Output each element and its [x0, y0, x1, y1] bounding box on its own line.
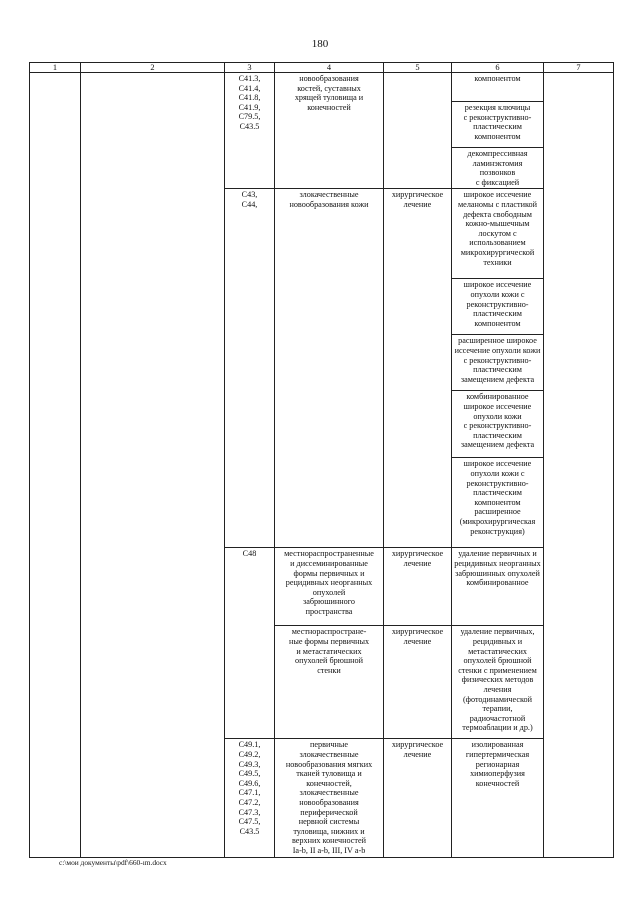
text-line: компонентом [474, 497, 521, 507]
method [452, 73, 544, 102]
text-line: новообразования [299, 74, 359, 83]
text-line: комбинированное [466, 578, 529, 588]
text-line: хирургическое [391, 190, 444, 200]
method [452, 739, 544, 858]
text-line: тканей туловища и [296, 769, 362, 779]
text-line: химиоперфузия [470, 769, 525, 779]
text-line: пластическим [473, 430, 522, 440]
method [452, 626, 544, 739]
text-line: компонентом [474, 74, 521, 83]
method [452, 335, 544, 391]
text-line: C41.8, [238, 93, 261, 103]
text-line: замещением дефекта [460, 374, 535, 384]
diagnosis [275, 73, 384, 189]
text-line: декомпрессивная [467, 149, 528, 158]
text-line: комбинированное [466, 392, 529, 402]
text-line: C43.5 [239, 826, 260, 836]
col1-cell [30, 73, 81, 858]
text-line: широкое иссечение [463, 401, 532, 411]
text-line: удаление первичных и [458, 549, 537, 559]
text-line: пластическим [473, 365, 522, 375]
footer-file-path: c:\мои документы\pdf\660-ım.docx [59, 858, 167, 867]
col-header-7: 7 [544, 63, 614, 73]
text-line: пространства [305, 606, 353, 616]
text-line: костей, суставных [297, 83, 361, 93]
text-line: широкое иссечение [463, 190, 532, 200]
icd-codes [225, 73, 275, 189]
method [452, 548, 544, 626]
method [452, 458, 544, 548]
text-line: реконструктивно- [466, 478, 529, 488]
method [452, 189, 544, 279]
col-header-2: 2 [81, 63, 225, 73]
text-line: периферической [300, 807, 358, 817]
diagnosis [275, 548, 384, 626]
col7-cell [544, 73, 614, 858]
treatment-type [384, 548, 452, 626]
text-line: забрюшинных опухолей [455, 568, 540, 578]
text-line: верхних конечностей [291, 836, 367, 846]
text-line: местнораспространенные [284, 549, 374, 559]
text-line: пластическим [473, 488, 522, 498]
text-line: C49.3, [238, 759, 261, 769]
text-line: хрящей туловища и [294, 93, 364, 103]
text-line: с реконструктивно- [463, 355, 532, 365]
icd-codes [225, 189, 275, 548]
text-line: (фотодинамической [462, 694, 533, 704]
text-line: меланомы с пластикой [458, 199, 537, 209]
text-line: лечение [403, 199, 432, 209]
text-line: (микрохирургическая [459, 516, 536, 526]
text-line: опухоли кожи [473, 411, 522, 421]
text-line: конечностей [475, 778, 520, 788]
col-header-3: 3 [225, 63, 275, 73]
text-line: реконструктивно- [466, 299, 529, 309]
text-line: местнораспростране- [291, 627, 367, 637]
text-line: и метастатических [296, 646, 362, 656]
text-line: лечения [483, 684, 512, 694]
text-line: с фиксацией [475, 177, 520, 187]
text-line: замещением дефекта [460, 440, 535, 450]
text-line: конечностей, [306, 778, 352, 788]
text-line: техники [483, 257, 512, 267]
text-line: регионарная [475, 759, 520, 769]
text-line: C43.5 [239, 121, 260, 131]
treatment-type [384, 626, 452, 739]
text-line: C47.3, [238, 807, 261, 817]
text-line: гипертермическая [465, 749, 530, 759]
text-line: C47.5, [238, 817, 261, 827]
text-line: лечение [403, 558, 432, 568]
text-line: иссечение опухоли кожи [454, 345, 541, 355]
text-line: рецидивных и [472, 636, 523, 646]
icd-codes [225, 548, 275, 739]
text-line: ные формы первичных [288, 636, 370, 646]
text-line: расширенное [474, 507, 521, 517]
text-line: злокачественные [299, 788, 359, 798]
text-line: и диссеминированные [290, 558, 368, 568]
treatment-type [384, 73, 452, 189]
text-line: Ia-b, II a-b, III, IV a-b [292, 845, 366, 855]
text-line: C49.1, [238, 740, 261, 750]
method [452, 279, 544, 335]
col2-cell [81, 73, 225, 858]
text-line: резекция ключицы [464, 103, 531, 112]
diagnosis [275, 739, 384, 858]
text-line: рецидивных неорганных [454, 558, 541, 568]
text-line: использованием [469, 238, 526, 248]
text-line: опухолей брюшной [463, 656, 532, 666]
text-line: лечение [403, 749, 432, 759]
text-line: пластическим [473, 122, 522, 132]
text-line: C47.1, [238, 788, 261, 798]
text-line: опухолей [312, 587, 346, 597]
text-line: хирургическое [391, 740, 444, 750]
icd-codes [225, 739, 275, 858]
text-line: C79.5, [238, 112, 261, 122]
text-line: микрохирургической [460, 247, 535, 257]
text-line: расширенное широкое [458, 336, 537, 346]
text-line: C49.5, [238, 769, 261, 779]
method [452, 391, 544, 458]
text-line: изолированная [471, 740, 524, 750]
text-line: опухоли кожи с [470, 289, 525, 299]
text-line: стенки [317, 665, 341, 675]
text-line: C49.2, [238, 749, 261, 759]
text-line: широкое иссечение [463, 280, 532, 290]
method [452, 148, 544, 189]
text-line: C41.9, [238, 102, 261, 112]
text-line: стенки с применением [458, 665, 537, 675]
diagnosis [275, 189, 384, 548]
text-line: опухолей брюшной [294, 656, 364, 666]
treatment-type [384, 739, 452, 858]
treatment-type [384, 189, 452, 548]
text-line: физических методов [461, 675, 534, 685]
text-line: широкое иссечение [463, 459, 532, 469]
text-line: лоскутом с [478, 228, 517, 238]
text-line: термоаблации и др.) [462, 723, 533, 733]
text-line: кожно-мышечным [465, 219, 530, 229]
text-line: забрюшинного [302, 597, 356, 607]
text-line: ламинэктомия позвонков [472, 158, 523, 178]
text-line: рецидивных неорганных [285, 578, 373, 588]
text-line: терапии, радиочастотной [469, 704, 526, 723]
text-line: первичные [310, 740, 348, 750]
text-line: C41.4, [238, 83, 261, 93]
page-number: 180 [311, 38, 329, 50]
text-line: C43, [241, 190, 258, 200]
text-line: C48 [242, 549, 257, 559]
col-header-5: 5 [384, 63, 452, 73]
diagnosis [275, 626, 384, 739]
method [452, 102, 544, 148]
text-line: C49.6, [238, 778, 261, 788]
col-header-1: 1 [30, 63, 81, 73]
text-line: метастатических [468, 646, 527, 656]
text-line: хирургическое [391, 549, 444, 559]
table-row [30, 73, 614, 102]
text-line: туловища, нижних и [293, 826, 365, 836]
text-line: реконструкция) [470, 526, 525, 536]
text-line: с реконструктивно- [463, 421, 532, 431]
text-line: новообразования мягких [285, 759, 373, 769]
text-line: удаление первичных, [460, 627, 535, 637]
text-line: лечение [403, 636, 432, 646]
text-line: C41.3, [238, 74, 261, 83]
treatment-table [29, 62, 614, 858]
text-line: дефекта свободным [463, 209, 532, 219]
text-line: с реконструктивно- [463, 112, 532, 122]
text-line: C44, [241, 199, 258, 209]
text-line: новообразования [299, 797, 359, 807]
text-line: хирургическое [391, 627, 444, 637]
text-line: пластическим [473, 309, 522, 319]
text-line: злокачественные [299, 190, 359, 200]
text-line: новообразования кожи [289, 199, 369, 209]
col-header-6: 6 [452, 63, 544, 73]
col-header-4: 4 [275, 63, 384, 73]
text-line: нервной системы [298, 817, 360, 827]
text-line: формы первичных и [293, 568, 365, 578]
text-line: компонентом [474, 318, 521, 328]
text-line: конечностей [307, 102, 351, 112]
text-line: злокачественные [299, 749, 359, 759]
text-line: C47.2, [238, 797, 261, 807]
header-row [30, 63, 614, 73]
text-line: опухоли кожи с [470, 468, 525, 478]
text-line: компонентом [474, 131, 521, 141]
